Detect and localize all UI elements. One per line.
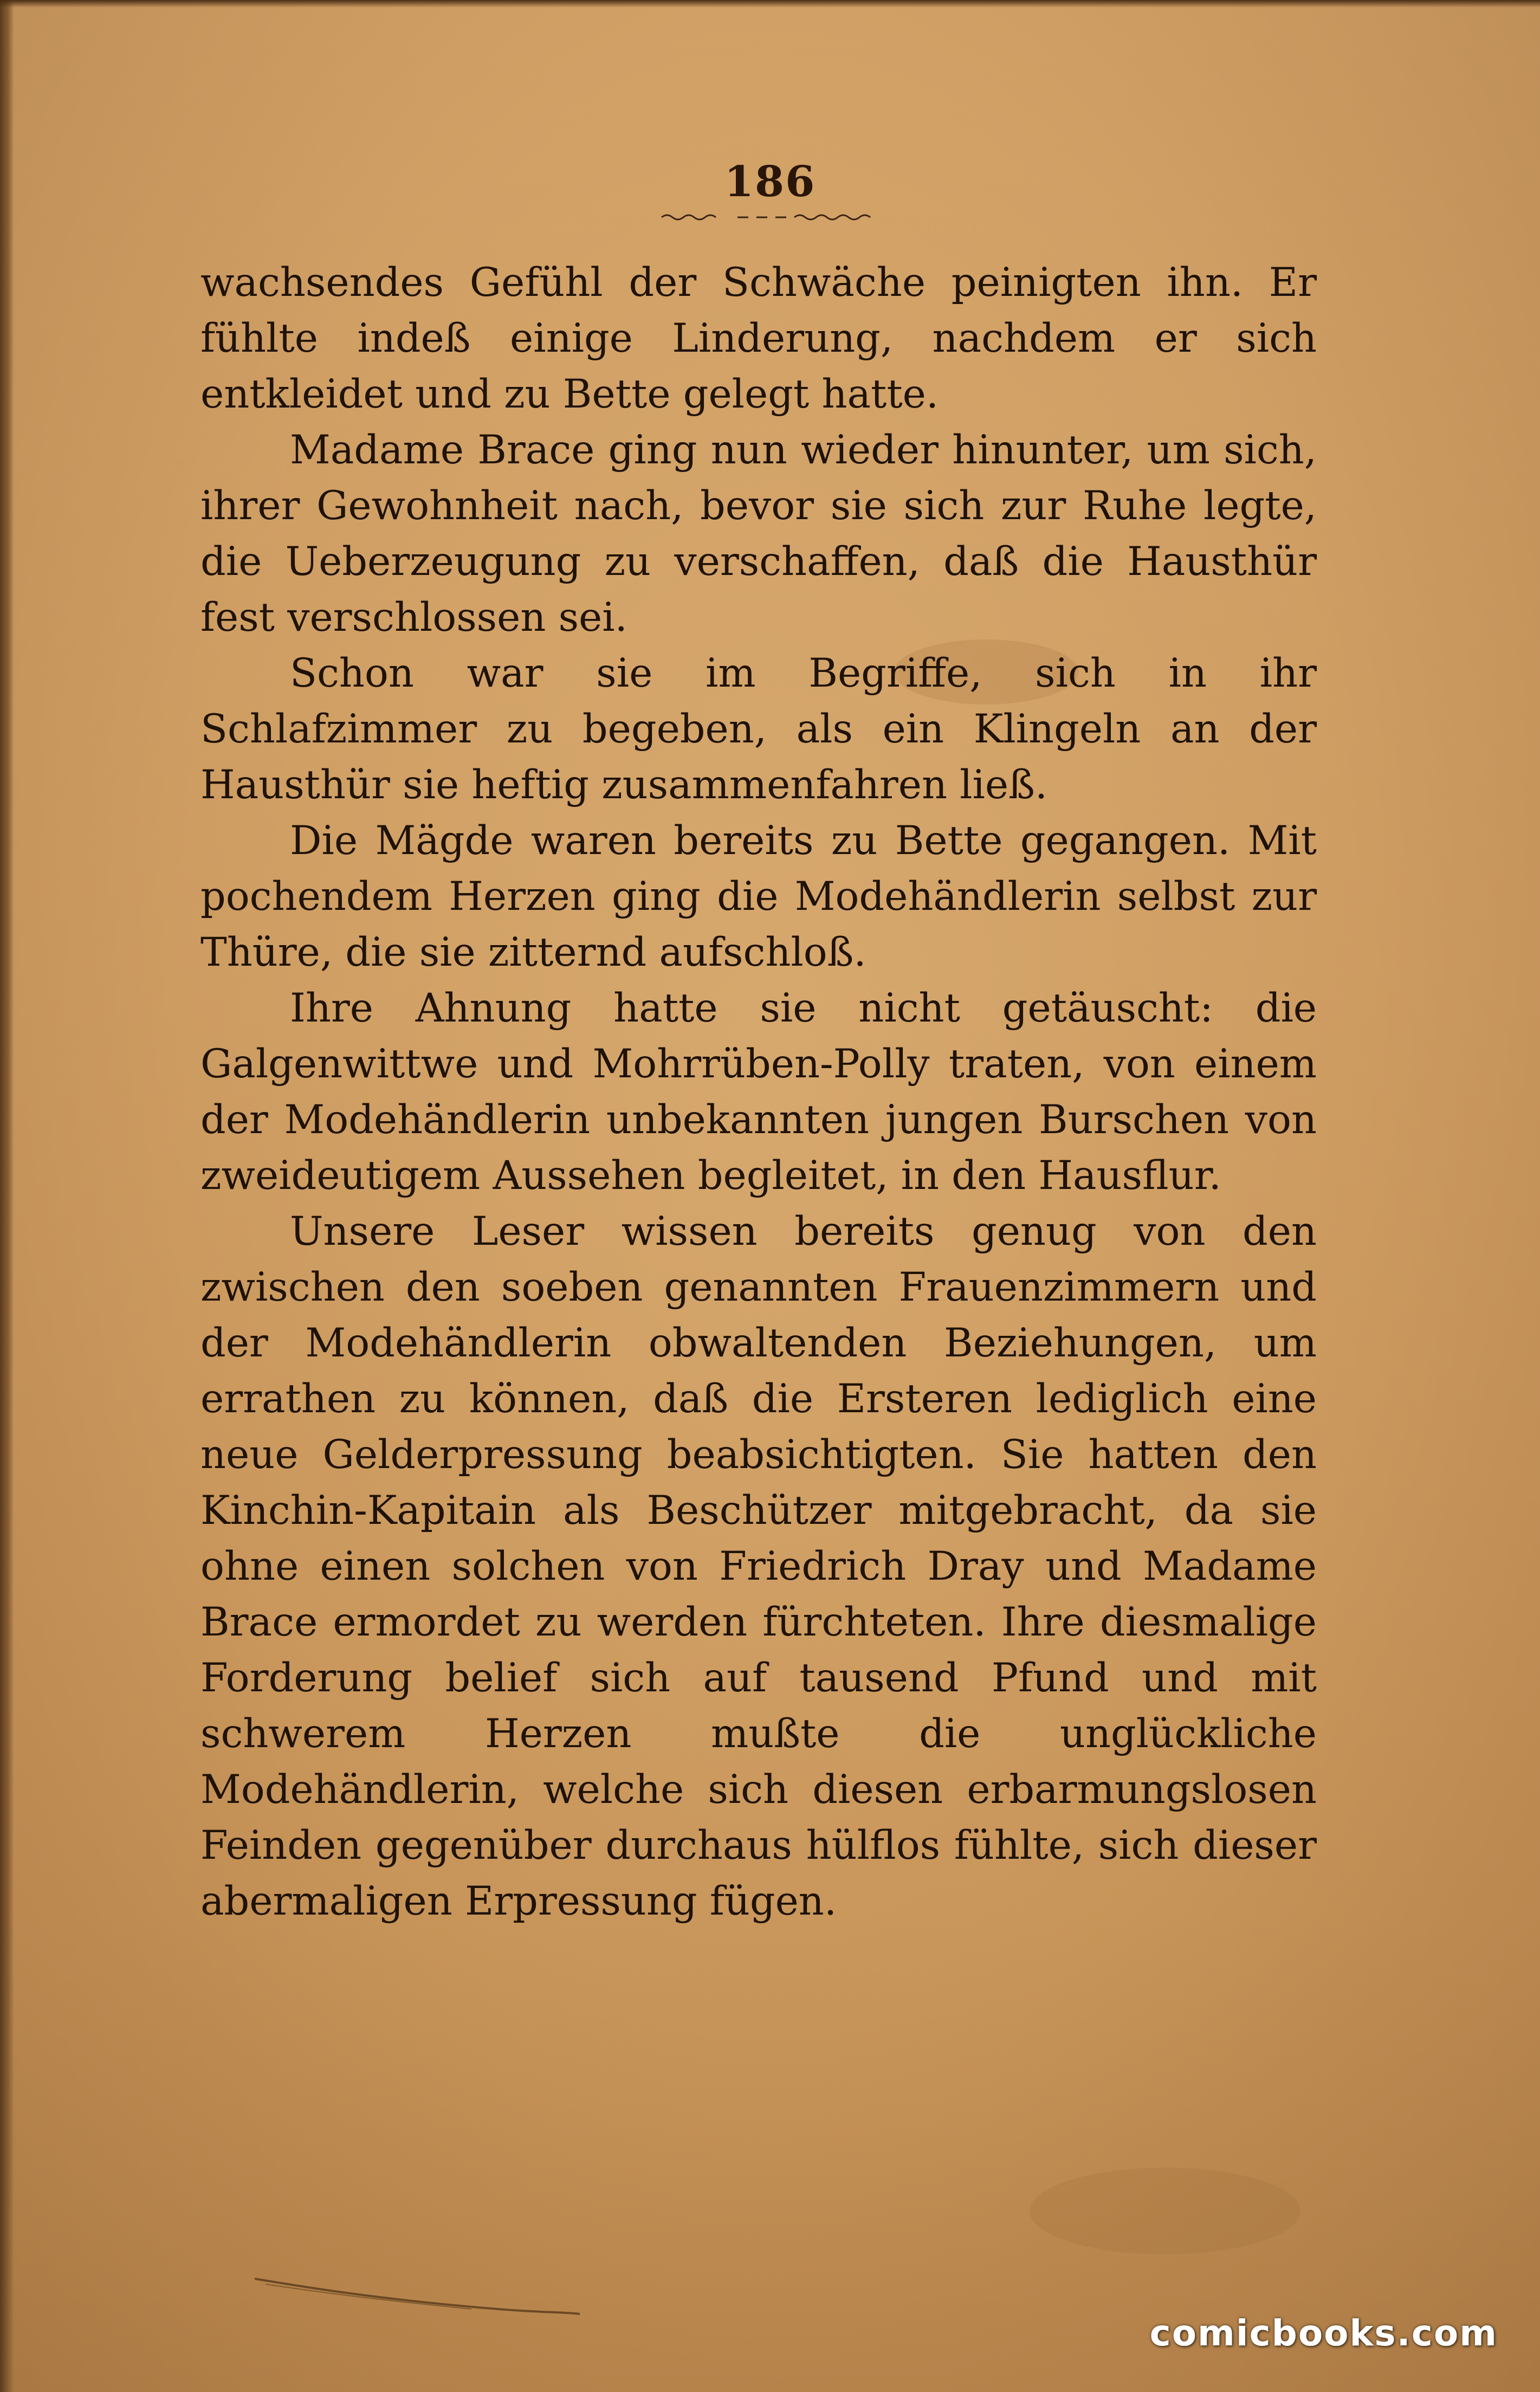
watermark-logo: comicbooks.com bbox=[1149, 2312, 1498, 2354]
paper-scratch-mark bbox=[255, 2268, 580, 2317]
paragraph-1: wachsendes Gefühl der Schwäche peinigten ihn. Er fühlte indeß einige Linderung, nachdem er sich entkleidet und zu Bette gelegt hatte. bbox=[200, 260, 1317, 417]
paragraph-6: Unsere Leser wissen bereits genug von den zwischen den soeben genannten Frauenzimmern und der Modehändlerin obwaltenden Beziehungen, um errathen zu können, daß die Ersteren lediglich eine neue Gelderpressung beabsichtigten. Sie hatten den Kinchin-Kapitain als Beschützer mitgebracht, da sie ohne einen solchen von Friedrich Dray und Madame Brace ermordet zu werden fürchteten. Ihre diesmalige Forderung belief sich auf tausend Pfund und mit schwerem Herzen mußte die unglückliche Modehändlerin, welche sich diesen erbarmungslosen Feinden gegenüber durchaus hülflos fühlte, sich dieser abermaligen Erpressung fügen. bbox=[200, 1208, 1317, 1924]
paragraph-5: Ihre Ahnung hatte sie nicht getäuscht: die Galgenwittwe und Mohrrüben-Polly traten, von einem der Modehändlerin unbekannten jungen Burschen von zweideutigem Aussehen begleitet, in den Hausflur. bbox=[200, 985, 1317, 1199]
page-left-edge bbox=[0, 0, 14, 2392]
paragraph-2: Madame Brace ging nun wieder hinunter, um sich, ihrer Gewohnheit nach, bevor sie sich zur Ruhe legte, die Ueberzeugung zu verschaffen, daß die Hausthür fest verschlossen sei. bbox=[200, 427, 1317, 641]
page-header bbox=[0, 157, 1540, 225]
page-body bbox=[200, 255, 1317, 1929]
page-number: 186 bbox=[724, 157, 816, 206]
header-ornament bbox=[656, 211, 884, 223]
paper-stain bbox=[1030, 2168, 1300, 2254]
paragraph-4: Die Mägde waren bereits zu Bette gegangen. Mit pochendem Herzen ging die Modehändlerin selbst zur Thüre, die sie zitternd aufschloß. bbox=[200, 818, 1317, 975]
page-top-edge bbox=[0, 0, 1540, 8]
paragraph-3: Schon war sie im Begriffe, sich in ihr Schlafzimmer zu begeben, als ein Klingeln an der Hausthür sie heftig zusammenfahren ließ. bbox=[200, 650, 1317, 808]
